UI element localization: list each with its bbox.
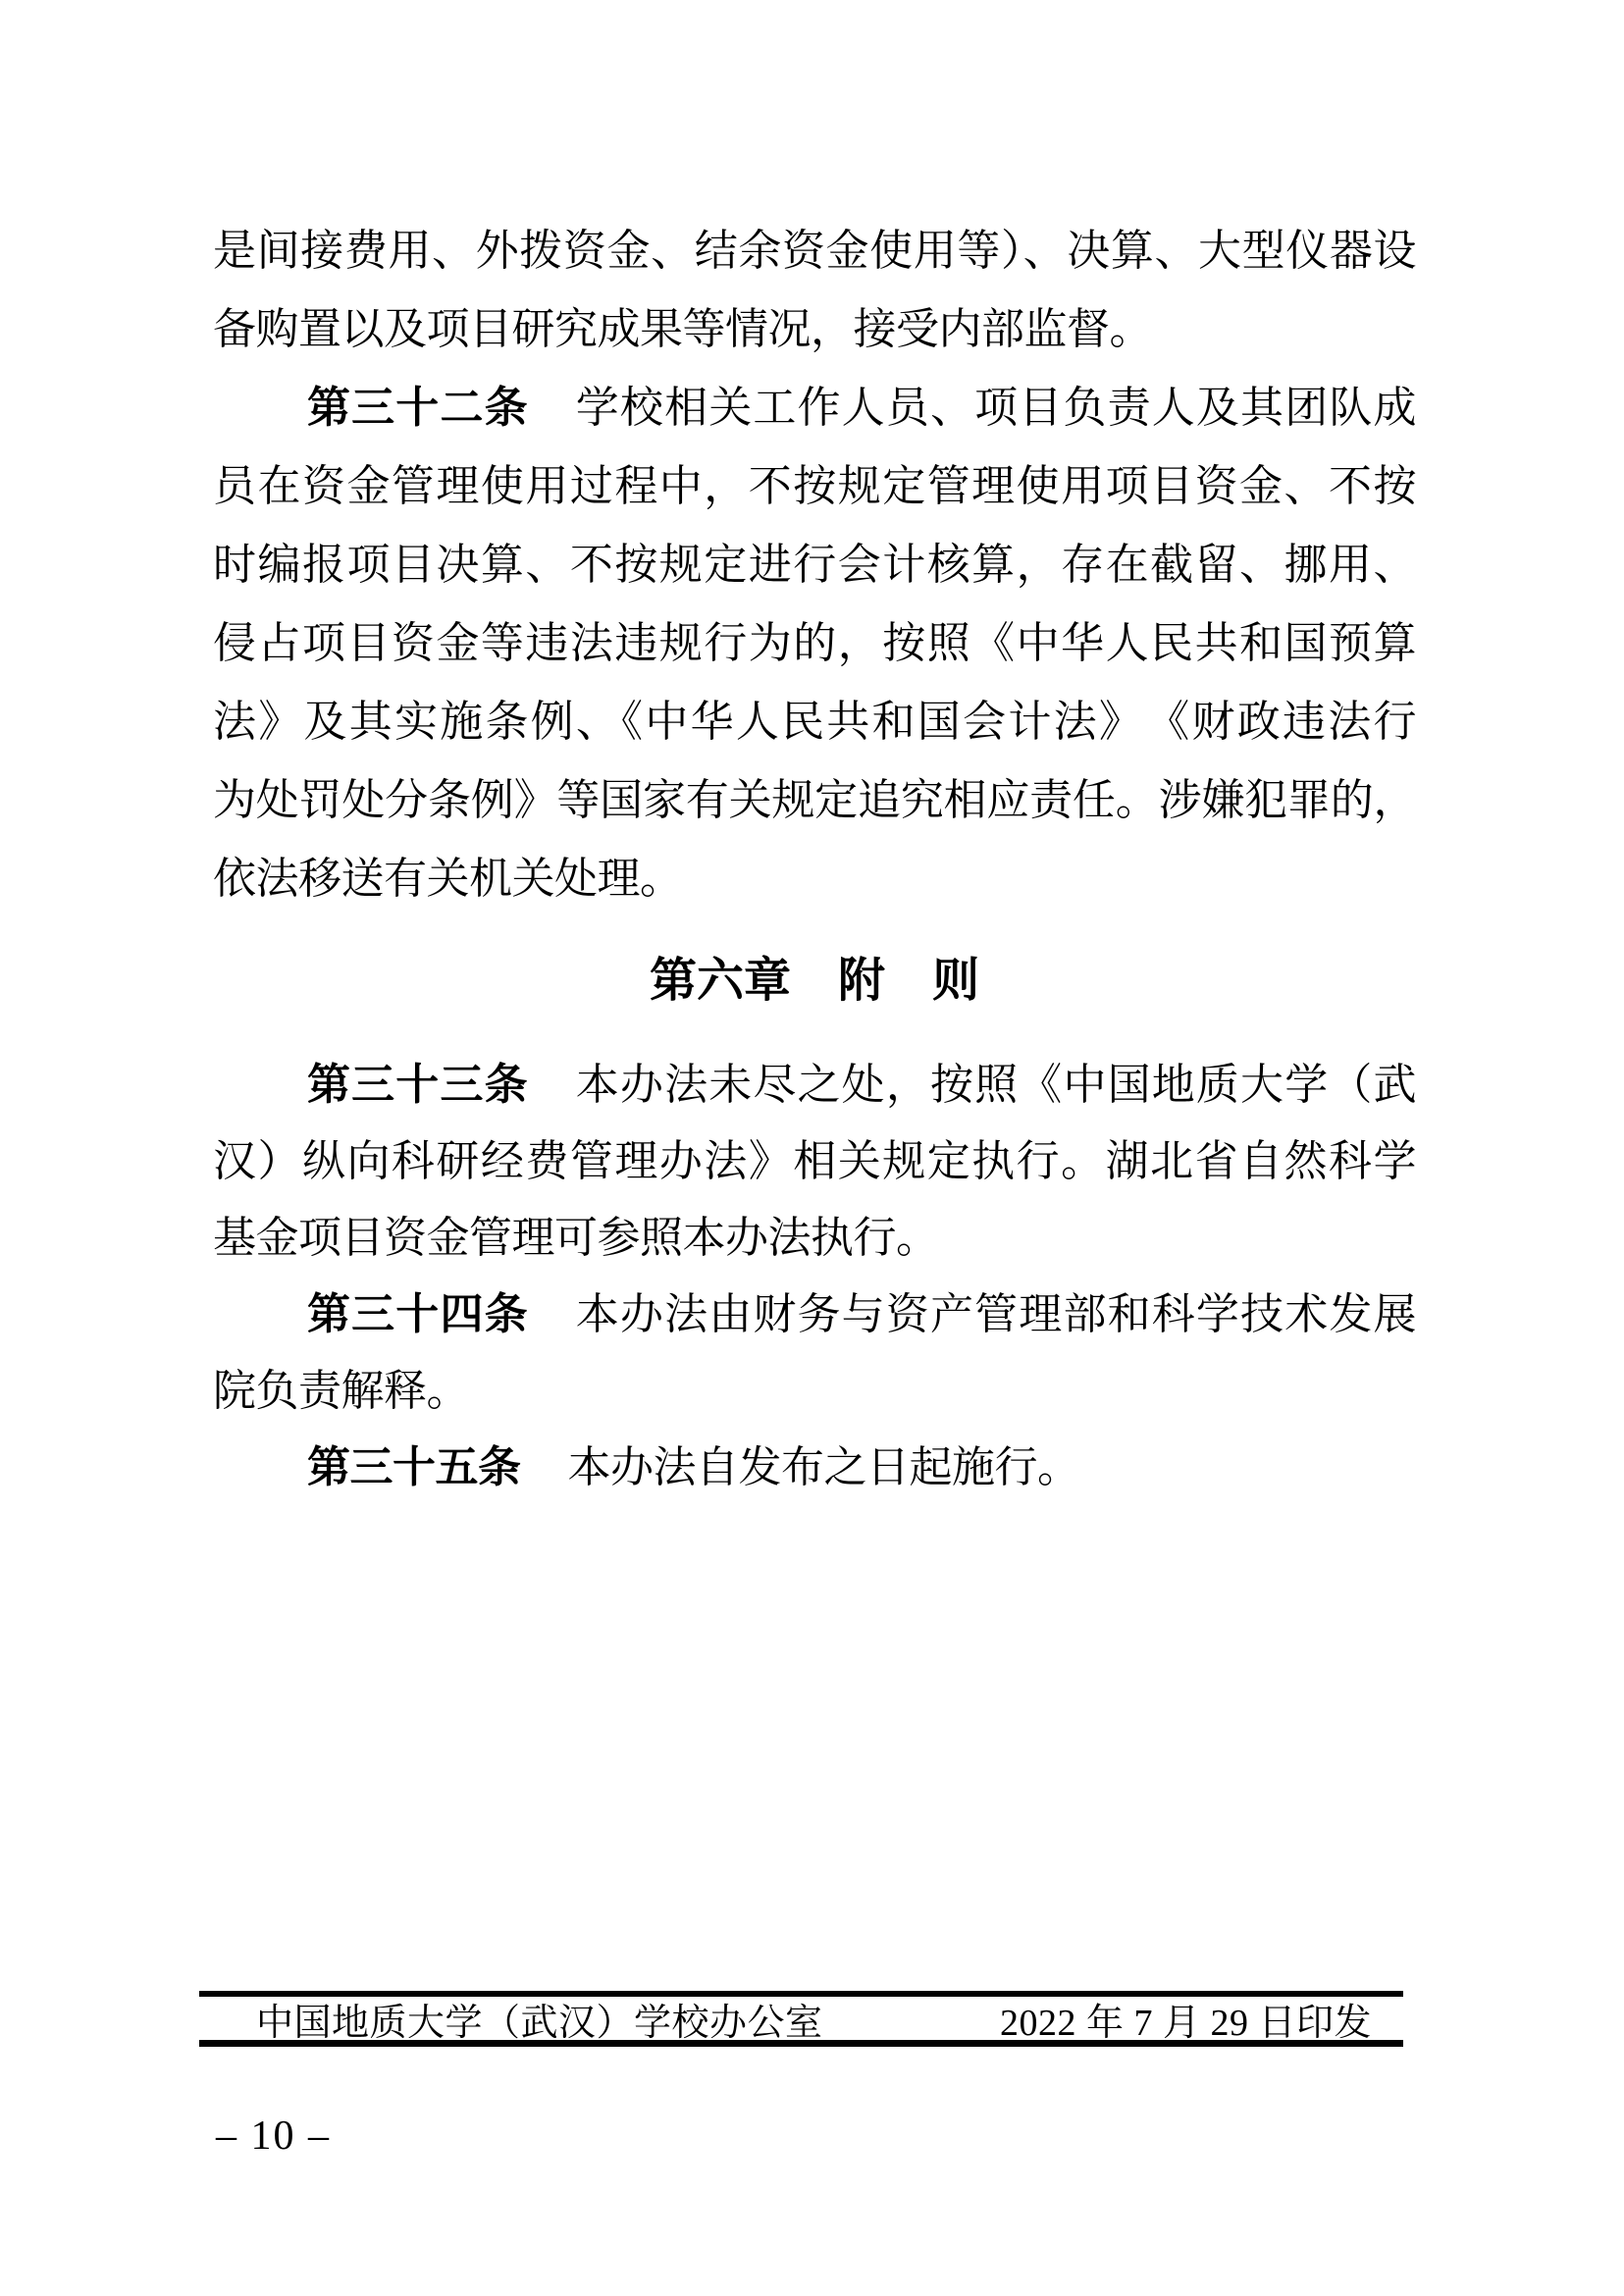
body-line: 院负责解释。 [213,1367,469,1415]
document-body [213,212,1416,1506]
body-line-article-33 [213,1047,1416,1123]
article-number: 第三十五条 [307,1443,521,1491]
body-line: 时编报项目决算、不按规定进行会计核算，存在截留、挪用、 [213,541,1416,589]
chapter-six-body [213,1047,1416,1506]
line-text: 本办法未尽之处，按照《中国地质大学（武 [575,1061,1417,1109]
body-line: 依法移送有关机关处理。 [213,855,683,903]
issuing-office: 中国地质大学（武汉）学校办公室 [256,2002,823,2044]
body-line: 法》及其实施条例、《中华人民共和国会计法》 《财政违法行 [213,698,1416,746]
body-line: 是间接费用、外拨资金、结余资金使用等）、决算、大型仪器设 [213,227,1416,275]
page-number: – 10 – [216,2113,331,2159]
issue-date: 2022 年 7 月 29 日印发 [999,2002,1372,2044]
line-text: 本办法由财务与资产管理部和科学技术发展 [575,1290,1417,1338]
body-line: 基金项目资金管理可参照本办法执行。 [213,1214,939,1262]
body-line-article-35 [213,1430,1416,1506]
footer-issue-bar [199,1991,1403,2047]
body-line: 汉）纵向科研经费管理办法》相关规定执行。湖北省自然科学 [213,1137,1416,1185]
body-line: 侵占项目资金等违法违规行为的，按照《中华人民共和国预算 [213,619,1416,667]
body-line: 备购置以及项目研究成果等情况，接受内部监督。 [213,305,1152,353]
line-text: 学校相关工作人员、项目负责人及其团队成 [575,384,1417,432]
body-line-article-34 [213,1277,1416,1353]
body-line: 为处罚处分条例》等国家有关规定追究相应责任。涉嫌犯罪的， [213,776,1416,824]
article-number: 第三十三条 [307,1061,529,1109]
line-text: 本办法自发布之日起施行。 [567,1443,1080,1491]
article-number: 第三十二条 [307,384,529,432]
article-number: 第三十四条 [307,1290,529,1338]
body-line-article-32 [213,369,1416,447]
body-line: 员在资金管理使用过程中，不按规定管理使用项目资金、不按 [213,462,1416,510]
chapter-heading: 第六章 附 则 [649,955,979,1007]
